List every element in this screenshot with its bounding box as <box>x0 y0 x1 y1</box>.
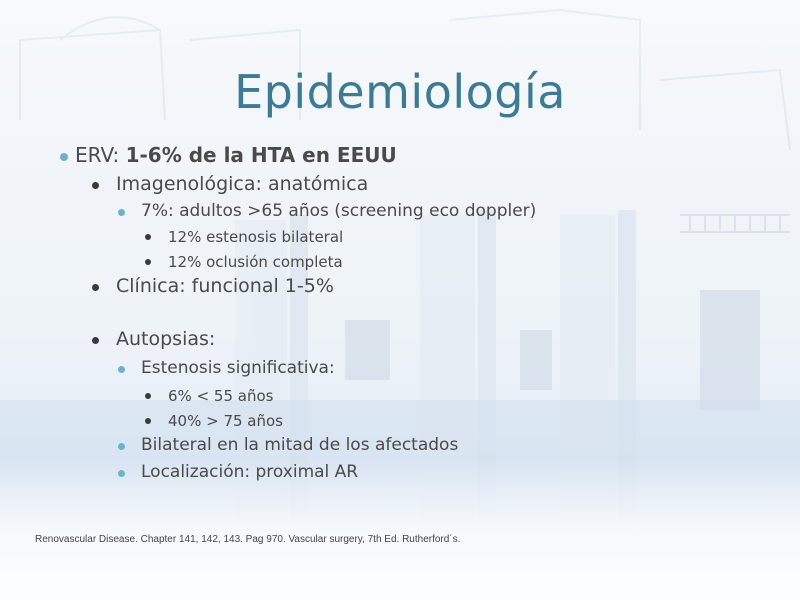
bullet-seven-pct: 7%: adultos >65 años (screening eco doppler) <box>141 201 537 221</box>
erv-prefix: ERV: <box>75 143 126 167</box>
bullet-erv <box>75 143 397 167</box>
bullet-autopsias: Autopsias: <box>116 328 216 350</box>
bullet-dot <box>118 366 125 373</box>
bullet-oclusion-completa: 12% oclusión completa <box>168 253 343 271</box>
bullet-clinica: Clínica: funcional 1-5% <box>116 275 334 297</box>
bullet-dot <box>145 234 151 240</box>
bullet-dot <box>145 259 151 265</box>
bullet-dot <box>118 443 125 450</box>
bullet-dot <box>92 182 99 189</box>
bullet-dot <box>145 393 151 399</box>
bullet-estenosis-bilateral: 12% estenosis bilateral <box>168 228 344 246</box>
bullet-bilateral-mitad: Bilateral en la mitad de los afectados <box>141 435 459 455</box>
reference-footer: Renovascular Disease. Chapter 141, 142, 143. Pag 970. Vascular surgery, 7th Ed. Rutherford´s. <box>35 534 461 545</box>
slide-title: Epidemiología <box>234 65 566 119</box>
bullet-forty-pct: 40% > 75 años <box>168 412 283 430</box>
bullet-six-pct: 6% < 55 años <box>168 387 274 405</box>
bullet-estenosis-significativa: Estenosis significativa: <box>141 358 335 378</box>
bullet-dot <box>118 209 125 216</box>
bullet-dot <box>145 418 151 424</box>
bullet-dot <box>92 284 99 291</box>
bullet-dot <box>118 470 125 477</box>
erv-bold: 1-6% de la HTA en EEUU <box>125 143 397 167</box>
bullet-localizacion: Localización: proximal AR <box>141 462 359 482</box>
bullet-dot <box>92 337 99 344</box>
bullet-imagenologica: Imagenológica: anatómica <box>116 173 369 195</box>
bullet-dot <box>60 153 68 161</box>
